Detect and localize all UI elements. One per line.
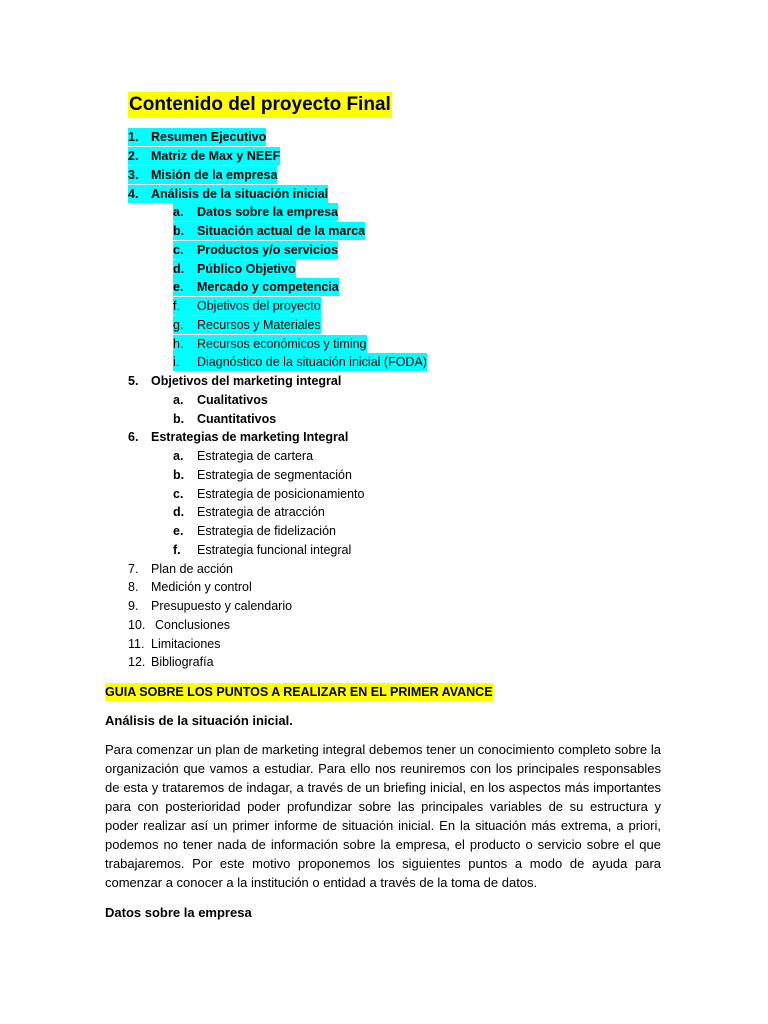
toc-item-number: 4. (128, 186, 139, 201)
toc-item-line (173, 260, 296, 278)
toc-item-line (173, 541, 351, 559)
toc-item-number: d. (173, 505, 185, 520)
toc-subitem (128, 334, 688, 353)
toc-item-label: Objetivos del proyecto (197, 299, 321, 314)
table-of-contents (128, 128, 688, 672)
toc-subitem (128, 522, 688, 541)
toc-item-number: 8. (128, 580, 139, 595)
toc-item-number: 10. (128, 617, 146, 632)
toc-item-label: Cuantitativos (197, 411, 277, 426)
document-title: Contenido del proyecto Final (128, 92, 392, 118)
toc-item-number: b. (173, 411, 185, 426)
toc-item (128, 634, 688, 653)
toc-item-number: c. (173, 486, 184, 501)
toc-item-label: Estrategia de atracción (197, 505, 325, 520)
toc-item-label: Objetivos del marketing integral (151, 374, 342, 389)
toc-item-label: Mercado y competencia (197, 280, 339, 295)
toc-item-line (128, 372, 341, 390)
toc-item (128, 128, 688, 147)
toc-item (128, 653, 688, 672)
toc-item-label: Resumen Ejecutivo (151, 130, 267, 145)
toc-item (128, 428, 688, 447)
toc-item-label: Limitaciones (151, 636, 221, 651)
toc-item-label: Estrategia de fidelización (197, 524, 336, 539)
toc-item (128, 559, 688, 578)
toc-item-line (173, 222, 365, 240)
toc-item-number: b. (173, 467, 185, 482)
toc-subitem (128, 484, 688, 503)
toc-item-label: Recursos económicos y timing (197, 336, 367, 351)
toc-item-label: Bibliografía (151, 655, 214, 670)
toc-subitem (128, 278, 688, 297)
toc-item-line (173, 335, 367, 353)
toc-item-label: Conclusiones (155, 617, 231, 632)
toc-item-label: Estrategias de marketing Integral (151, 430, 349, 445)
toc-item-label: Cualitativos (197, 392, 268, 407)
toc-item-line (173, 503, 325, 521)
toc-item-line (173, 297, 321, 315)
toc-item (128, 166, 688, 185)
toc-item-number: 9. (128, 599, 139, 614)
section-heading: Análisis de la situación inicial. (105, 713, 293, 728)
subsection-heading: Datos sobre la empresa (105, 905, 252, 920)
toc-item-label: Situación actual de la marca (197, 224, 366, 239)
toc-item-line (173, 391, 268, 409)
toc-item-number: a. (173, 205, 184, 220)
toc-item-number: e. (173, 524, 184, 539)
toc-item-line (173, 447, 313, 465)
toc-item-line (173, 278, 339, 296)
toc-item-number: 6. (128, 430, 139, 445)
toc-item-number: c. (173, 242, 184, 257)
toc-item-number: 1. (128, 130, 139, 145)
toc-item-number: h. (173, 336, 184, 351)
toc-item-label: Presupuesto y calendario (151, 599, 293, 614)
toc-item-number: 5. (128, 374, 139, 389)
toc-item-number: a. (173, 449, 184, 464)
toc-item-line (128, 147, 280, 165)
toc-item-line (173, 353, 427, 371)
toc-item-line (128, 578, 252, 596)
toc-subitem (128, 541, 688, 560)
toc-item (128, 578, 688, 597)
toc-subitem (128, 203, 688, 222)
toc-item-label: Datos sobre la empresa (197, 205, 339, 220)
toc-item-number: 3. (128, 167, 139, 182)
toc-item-number: b. (173, 224, 185, 239)
toc-item-line (173, 203, 338, 221)
toc-item-line (173, 410, 276, 428)
toc-item-number: d. (173, 261, 185, 276)
toc-item-line (128, 428, 348, 446)
toc-item-label: Recursos y Materiales (197, 317, 321, 332)
toc-item-line (173, 316, 321, 334)
toc-item-line (128, 616, 230, 634)
toc-item-label: Análisis de la situación inicial (151, 186, 329, 201)
toc-item-label: Misión de la empresa (151, 167, 278, 182)
toc-item (128, 147, 688, 166)
toc-item-label: Estrategia funcional integral (197, 542, 352, 557)
toc-item-number: 7. (128, 561, 139, 576)
toc-item-label: Estrategia de segmentación (197, 467, 352, 482)
toc-item (128, 372, 688, 391)
toc-item-label: Diagnóstico de la situación inicial (FODA) (197, 355, 427, 370)
toc-item-line (128, 597, 292, 615)
toc-subitem (128, 241, 688, 260)
toc-item-line (128, 635, 220, 653)
guide-heading: GUIA SOBRE LOS PUNTOS A REALIZAR EN EL PRIMER AVANCE (105, 685, 493, 699)
toc-item-label: Estrategia de posicionamiento (197, 486, 365, 501)
toc-item-label: Matriz de Max y NEEF (151, 149, 281, 164)
toc-item (128, 616, 688, 635)
toc-item-number: f. (173, 542, 181, 557)
toc-item (128, 597, 688, 616)
toc-item-number: a. (173, 392, 184, 407)
toc-item-label: Plan de acción (151, 561, 234, 576)
toc-subitem (128, 466, 688, 485)
toc-subitem (128, 503, 688, 522)
toc-item-number: e. (173, 280, 184, 295)
toc-item-line (173, 522, 336, 540)
toc-item-number: f. (173, 299, 180, 314)
toc-subitem (128, 353, 688, 372)
toc-item-line (128, 128, 266, 146)
toc-item-number: i. (173, 355, 180, 370)
toc-item-number: 2. (128, 149, 139, 164)
toc-subitem (128, 297, 688, 316)
body-paragraph: Para comenzar un plan de marketing integral debemos tener un conocimiento completo sobre la organización que vamos a estudiar. Para ello nos reuniremos con los principales responsables de esta y trataremos de indagar, a través de un briefing inicial, en los aspectos más importantes para con posterioridad poder profundizar sobre las principales variables de su estructura y poder realizar así un primer informe de situación inicial. En la situación más extrema, a priori, podemos no tener nada de información sobre la empresa, el producto o servicio sobre el que trabajaremos. Por este motivo proponemos los siguientes puntos a modo de ayuda para comenzar a conocer a la institución o entidad a través de la toma de datos. (105, 742, 661, 890)
toc-item-label: Público Objetivo (197, 261, 296, 276)
toc-subitem (128, 316, 688, 335)
toc-item (128, 184, 688, 203)
toc-subitem (128, 259, 688, 278)
toc-item-line (128, 166, 277, 184)
toc-item-line (128, 560, 233, 578)
toc-item-line (173, 241, 338, 259)
toc-item-line (173, 485, 364, 503)
toc-item-line (173, 466, 352, 484)
toc-item-label: Estrategia de cartera (197, 449, 314, 464)
toc-item-label: Medición y control (151, 580, 252, 595)
toc-subitem (128, 447, 688, 466)
toc-item-number: g. (173, 317, 184, 332)
toc-item-line (128, 653, 214, 671)
toc-subitem (128, 222, 688, 241)
toc-item-label: Productos y/o servicios (197, 242, 339, 257)
toc-item-line (128, 185, 328, 203)
toc-subitem (128, 409, 688, 428)
toc-item-number: 11. (128, 636, 145, 651)
toc-subitem (128, 391, 688, 410)
toc-item-number: 12. (128, 655, 146, 670)
